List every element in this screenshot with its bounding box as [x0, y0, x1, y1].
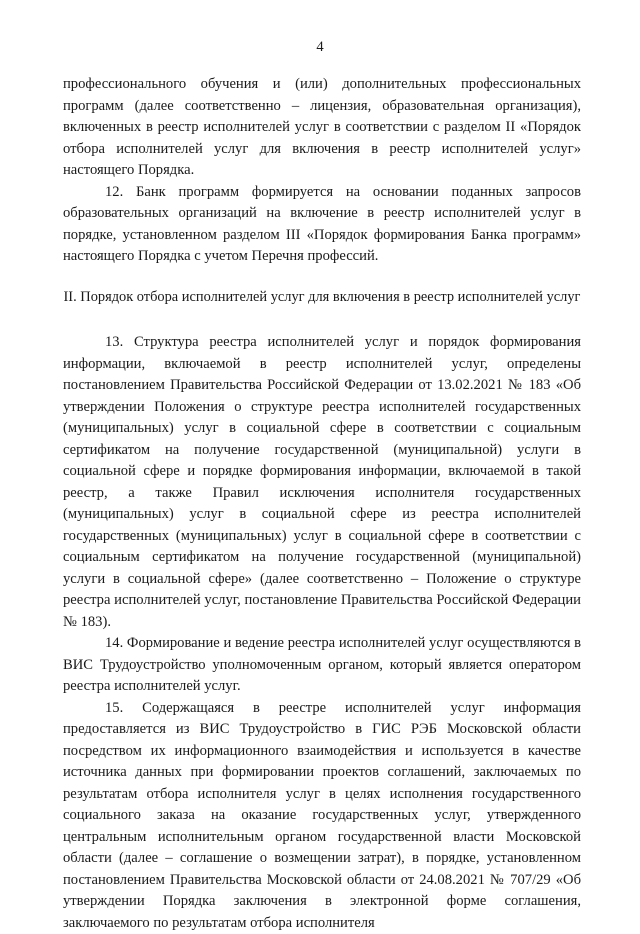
paragraph-14: 14. Формирование и ведение реестра исполнителей услуг осуществляются в ВИС Трудоустройство уполномоченным органом, который является оператором реестра исполнителей услуг.	[63, 633, 581, 698]
paragraph-13: 13. Структура реестра исполнителей услуг и порядок формирования информации, включаемой в реестр исполнителей услуг, определены постановлением Правительства Российской Федерации от 13.02.2021 № 183 «Об утверждении Положения о структуре реестра исполнителей государственных (муниципальных) услуг в социальной сфере в соответствии с социальным сертификатом на получение государственной (муниципальной) услуги в социальной сфере и порядке формирования информации, включаемой в такой реестр, а также Правил исключения исполнителя государственных (муниципальных) услуг в социальной сфере из реестра исполнителей государственных (муниципальных) услуг в социальной сфере в соответствии с социальным сертификатом на получение государственной (муниципальной) услуги в социальной сфере» (далее соответственно – Положение о структуре реестра исполнителей услуг, постановление Правительства Российской Федерации № 183).	[63, 332, 581, 633]
paragraph-15: 15. Содержащаяся в реестре исполнителей услуг информация предоставляется из ВИС Трудоустройство в ГИС РЭБ Московской области посредством их информационного взаимодействия и используется в качестве источника данных при формировании проектов соглашений, заключаемых по результатам отбора исполнителя услуг в целях исполнения государственного социального заказа на оказание государственных услуг, утвержденного центральным исполнительным органом государственной власти Московской области (далее – соглашение о возмещении затрат), в порядке, установленном постановлением Правительства Московской области от 24.08.2021 № 707/29 «Об утверждении Порядка заключения в электронной форме соглашения, заключаемого по результатам отбора исполнителя	[63, 698, 581, 934]
section-heading: II. Порядок отбора исполнителей услуг для включения в реестр исполнителей услуг	[63, 287, 581, 309]
page-number: 4	[0, 37, 640, 59]
paragraph-12: 12. Банк программ формируется на основании поданных запросов образовательных организаций на включение в реестр исполнителей услуг в порядке, установленном разделом III «Порядок формирования Банка программ» настоящего Порядка с учетом Перечня профессий.	[63, 182, 581, 268]
paragraph-continuation: профессионального обучения и (или) дополнительных профессиональных программ (далее соответственно – лицензия, образовательная организация), включенных в реестр исполнителей услуг в соответствии с разделом II «Порядок отбора исполнителей услуг для включения в реестр исполнителей услуг» настоящего Порядка.	[63, 74, 581, 182]
document-body	[63, 74, 581, 934]
